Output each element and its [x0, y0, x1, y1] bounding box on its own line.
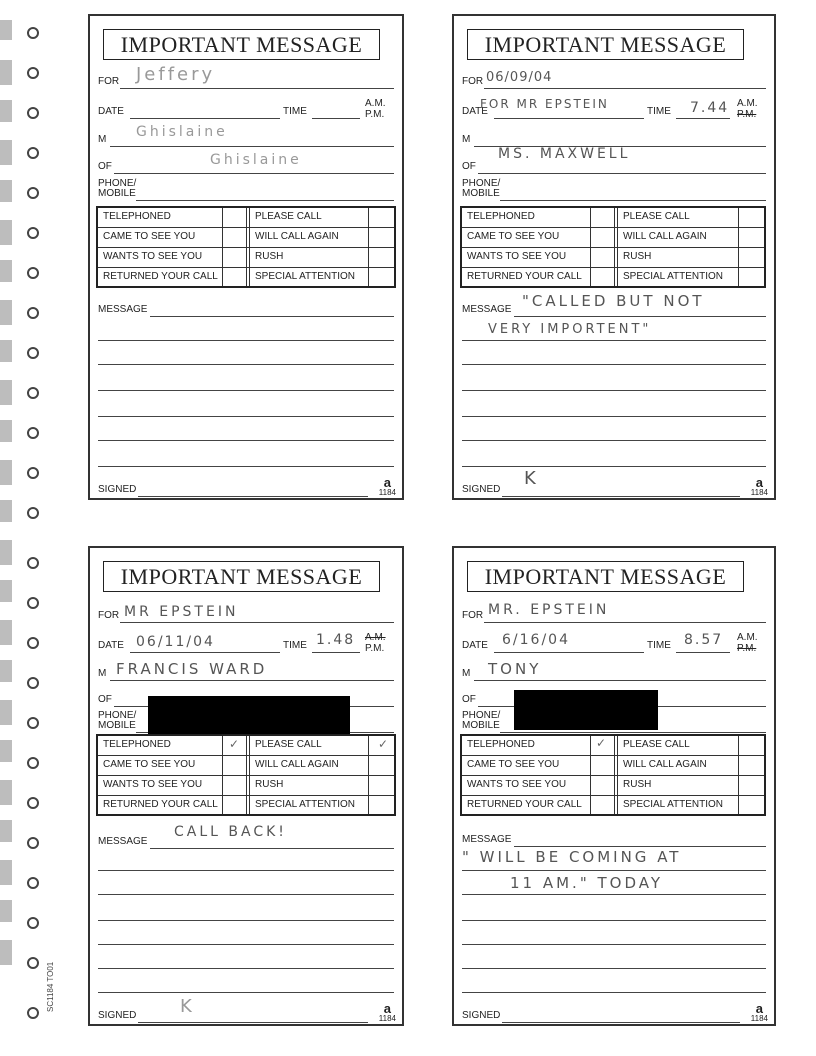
- special-attention-label: SPECIAL ATTENTION: [623, 799, 724, 810]
- telephoned-check-mark: ✓: [596, 736, 607, 750]
- wants-to-see-you-label: WANTS TO SEE YOU: [467, 251, 567, 262]
- message-line-1: "CALLED BUT NOT: [522, 292, 705, 310]
- message-label: MESSAGE: [98, 836, 148, 847]
- date-value: 06/11/04: [136, 634, 215, 650]
- mobile-label: MOBILE: [98, 188, 136, 199]
- for-label: FOR: [462, 610, 484, 621]
- message-line-2: VERY IMPORTENT": [488, 322, 652, 337]
- call-status-grid: [460, 206, 766, 288]
- time-label: TIME: [283, 106, 307, 117]
- for-label: FOR: [98, 76, 120, 87]
- pad-title: IMPORTANT MESSAGE: [103, 29, 380, 60]
- m-value: Ghislaine: [136, 124, 228, 140]
- rush-label: RUSH: [255, 251, 284, 262]
- pm-label: P.M.: [365, 109, 385, 120]
- time-label: TIME: [283, 640, 307, 651]
- special-attention-label: SPECIAL ATTENTION: [623, 271, 724, 282]
- message-label: MESSAGE: [462, 834, 512, 845]
- came-to-see-you-label: CAME TO SEE YOU: [467, 231, 560, 242]
- time-value: 1.48: [316, 632, 356, 648]
- message-label: MESSAGE: [462, 304, 512, 315]
- date-value: FOR MR EPSTEIN: [480, 97, 609, 111]
- time-label: TIME: [647, 106, 671, 117]
- please-call-label: PLEASE CALL: [623, 739, 690, 750]
- message-pad-2: [452, 14, 776, 500]
- returned-your-call-label: RETURNED YOUR CALL: [103, 271, 218, 282]
- pad-title: IMPORTANT MESSAGE: [467, 561, 744, 592]
- m-value: TONY: [488, 660, 542, 678]
- form-number: 1184: [750, 1014, 768, 1023]
- logo-mark: a: [383, 475, 392, 490]
- telephoned-label: TELEPHONED: [103, 211, 171, 222]
- of-label: OF: [98, 161, 112, 172]
- logo-mark: a: [755, 1001, 764, 1016]
- am-label: A.M.: [365, 98, 386, 109]
- message-line-2: 11 AM." TODAY: [510, 874, 664, 892]
- message-line-1: " WILL BE COMING AT: [462, 848, 682, 866]
- date-label: DATE: [98, 640, 124, 651]
- will-call-again-label: WILL CALL AGAIN: [255, 759, 339, 770]
- edge-code: SC1184 TO01: [46, 961, 55, 1012]
- date-label: DATE: [462, 106, 488, 117]
- date-label: DATE: [462, 640, 488, 651]
- wants-to-see-you-label: WANTS TO SEE YOU: [467, 779, 567, 790]
- mobile-label: MOBILE: [98, 720, 136, 731]
- will-call-again-label: WILL CALL AGAIN: [623, 231, 707, 242]
- rush-label: RUSH: [255, 779, 284, 790]
- please-call-label: PLEASE CALL: [255, 739, 322, 750]
- signed-value: K: [524, 468, 539, 489]
- came-to-see-you-label: CAME TO SEE YOU: [103, 231, 196, 242]
- signed-label: SIGNED: [462, 1010, 501, 1021]
- for-value: MR EPSTEIN: [124, 604, 239, 620]
- m-label: M: [462, 668, 471, 679]
- message-pad-1: [88, 14, 404, 500]
- of-label: OF: [462, 161, 476, 172]
- call-status-grid: [96, 206, 396, 288]
- form-number: 1184: [378, 488, 396, 497]
- returned-your-call-label: RETURNED YOUR CALL: [467, 271, 582, 282]
- form-number: 1184: [750, 488, 768, 497]
- phone-label: PHONE/: [462, 710, 501, 721]
- mobile-label: MOBILE: [462, 720, 500, 731]
- message-label: MESSAGE: [98, 304, 148, 315]
- phone-label: PHONE/: [462, 178, 501, 189]
- for-label: FOR: [462, 76, 484, 87]
- time-label: TIME: [647, 640, 671, 651]
- please-call-label: PLEASE CALL: [623, 211, 690, 222]
- am-label: A.M.: [365, 632, 386, 643]
- pm-label: P.M.: [365, 643, 385, 654]
- telephoned-label: TELEPHONED: [467, 739, 535, 750]
- will-call-again-label: WILL CALL AGAIN: [623, 759, 707, 770]
- of-label: OF: [462, 694, 476, 705]
- message-pad-3: [88, 546, 404, 1026]
- time-value: 7.44: [690, 100, 730, 116]
- am-label: A.M.: [737, 98, 758, 109]
- for-value: Jeffery: [136, 64, 216, 85]
- form-logo: [750, 475, 768, 498]
- please-call-label: PLEASE CALL: [255, 211, 322, 222]
- form-number: 1184: [378, 1014, 396, 1023]
- telephoned-label: TELEPHONED: [467, 211, 535, 222]
- spiral-binding: [0, 0, 44, 1056]
- message-pad-4: [452, 546, 776, 1026]
- m-value: FRANCIS WARD: [116, 660, 268, 678]
- pm-label: P.M.: [737, 109, 757, 120]
- form-logo: [378, 1001, 396, 1024]
- phone-label: PHONE/: [98, 178, 137, 189]
- for-label: FOR: [98, 610, 120, 621]
- time-value: 8.57: [684, 632, 724, 648]
- form-logo: [378, 475, 396, 498]
- am-label: A.M.: [737, 632, 758, 643]
- of-value: MS. MAXWELL: [498, 146, 631, 162]
- date-label: DATE: [98, 106, 124, 117]
- pad-title: IMPORTANT MESSAGE: [103, 561, 380, 592]
- form-logo: [750, 1001, 768, 1024]
- will-call-again-label: WILL CALL AGAIN: [255, 231, 339, 242]
- pad-title: IMPORTANT MESSAGE: [467, 29, 744, 60]
- signed-label: SIGNED: [98, 1010, 137, 1021]
- please-call-check-mark: ✓: [378, 737, 389, 751]
- returned-your-call-label: RETURNED YOUR CALL: [467, 799, 582, 810]
- for-value: 06/09/04: [486, 70, 553, 85]
- came-to-see-you-label: CAME TO SEE YOU: [467, 759, 560, 770]
- m-label: M: [98, 668, 107, 679]
- returned-your-call-label: RETURNED YOUR CALL: [103, 799, 218, 810]
- message-line-1: CALL BACK!: [174, 824, 287, 840]
- pm-label: P.M.: [737, 643, 757, 654]
- m-label: M: [462, 134, 471, 145]
- call-status-grid: [460, 734, 766, 816]
- logo-mark: a: [383, 1001, 392, 1016]
- special-attention-label: SPECIAL ATTENTION: [255, 799, 356, 810]
- for-value: MR. EPSTEIN: [488, 602, 610, 618]
- special-attention-label: SPECIAL ATTENTION: [255, 271, 356, 282]
- wants-to-see-you-label: WANTS TO SEE YOU: [103, 779, 203, 790]
- phone-label: PHONE/: [98, 710, 137, 721]
- logo-mark: a: [755, 475, 764, 490]
- date-value: 6/16/04: [502, 632, 570, 648]
- redaction-block: [514, 690, 658, 730]
- rush-label: RUSH: [623, 251, 652, 262]
- of-label: OF: [98, 694, 112, 705]
- rush-label: RUSH: [623, 779, 652, 790]
- mobile-label: MOBILE: [462, 188, 500, 199]
- redaction-block: [148, 696, 350, 734]
- telephoned-label: TELEPHONED: [103, 739, 171, 750]
- m-label: M: [98, 134, 107, 145]
- signed-label: SIGNED: [462, 484, 501, 495]
- came-to-see-you-label: CAME TO SEE YOU: [103, 759, 196, 770]
- telephoned-check-mark: ✓: [229, 737, 240, 751]
- wants-to-see-you-label: WANTS TO SEE YOU: [103, 251, 203, 262]
- call-status-grid: [96, 734, 396, 816]
- of-value: Ghislaine: [210, 152, 302, 168]
- signed-value: K: [180, 996, 195, 1017]
- signed-label: SIGNED: [98, 484, 137, 495]
